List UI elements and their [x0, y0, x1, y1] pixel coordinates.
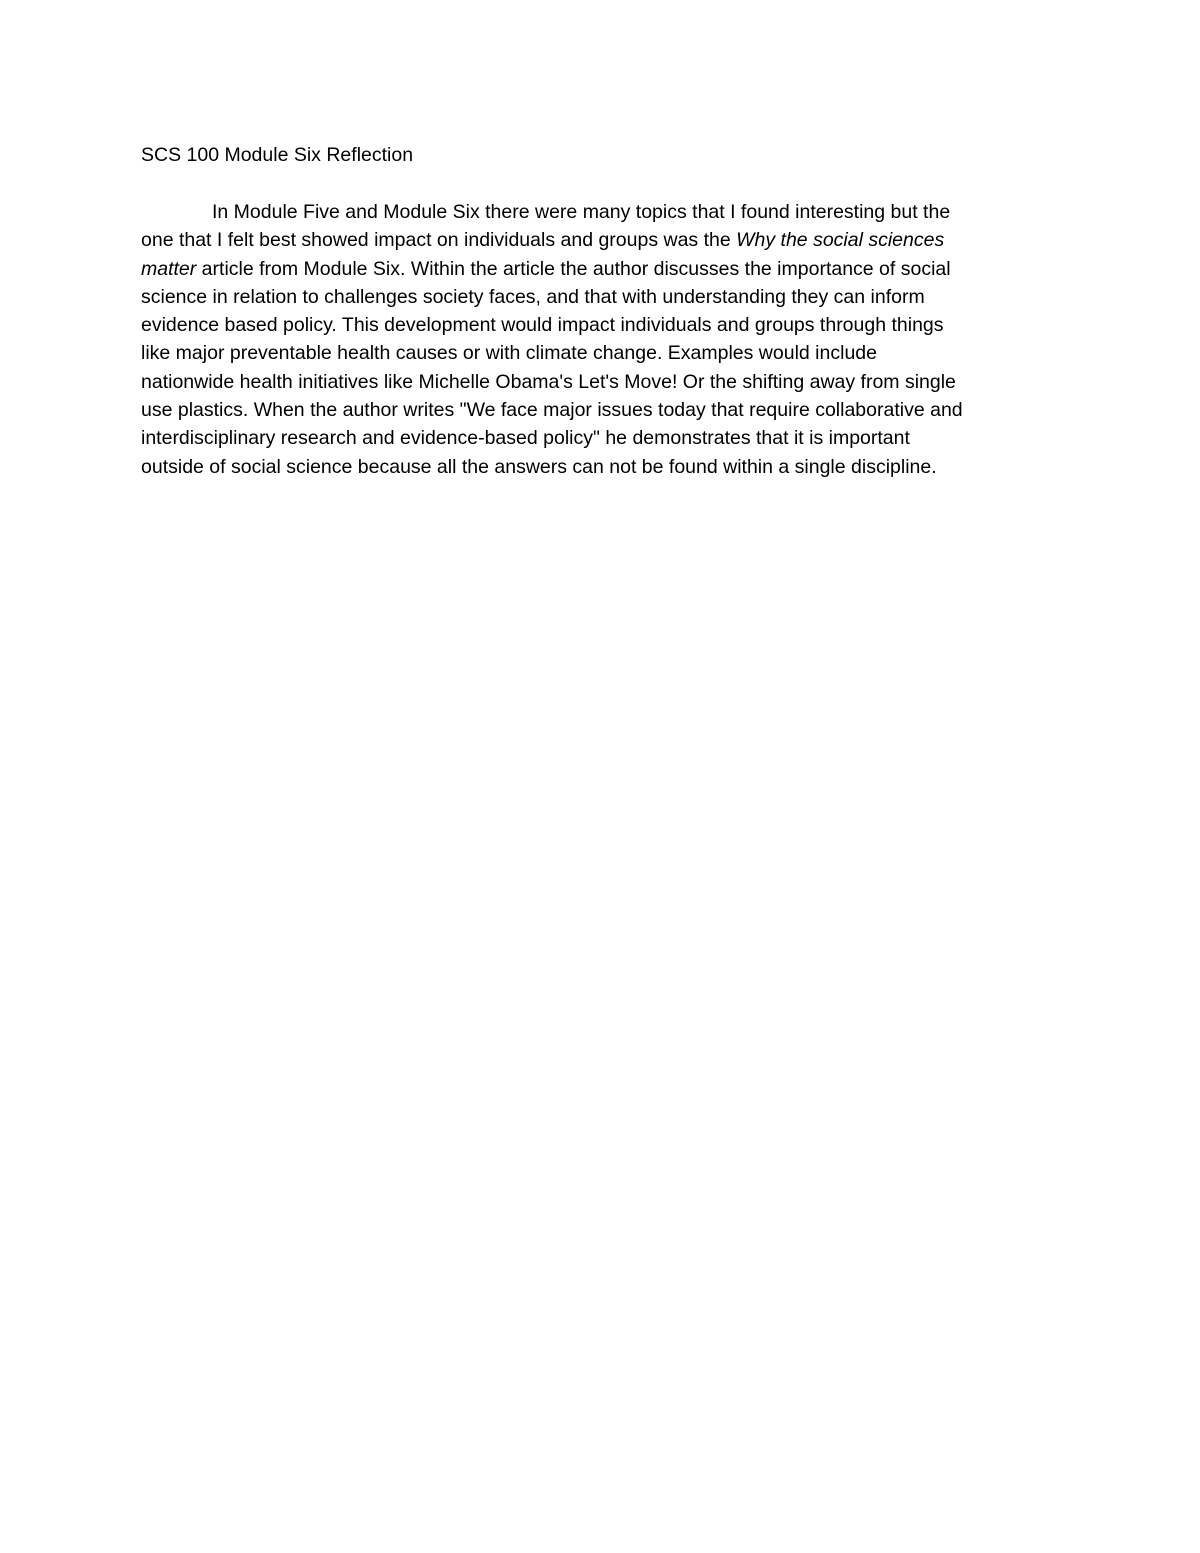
paragraph-line-5: evidence based policy. This development would impact individuals and groups through things — [141, 314, 944, 337]
paragraph-line-9: interdisciplinary research and evidence-based policy" he demonstrates that it is important — [141, 427, 910, 450]
paragraph-line-8: use plastics. When the author writes "We face major issues today that require collaborative and — [141, 399, 963, 422]
paragraph-line-6: like major preventable health causes or with climate change. Examples would include — [141, 342, 877, 365]
paragraph-line-2 — [141, 226, 1061, 254]
reflection-paragraph — [141, 198, 1061, 481]
paragraph-line-10: outside of social science because all the answers can not be found within a single discipline. — [141, 455, 937, 478]
paragraph-line-7: nationwide health initiatives like Michelle Obama's Let's Move! Or the shifting away from single — [141, 370, 956, 393]
paragraph-line-4: science in relation to challenges society faces, and that with understanding they can inform — [141, 285, 925, 308]
document-title: SCS 100 Module Six Reflection — [141, 144, 414, 166]
paragraph-line-2-text: one that I felt best showed impact on individuals and groups was the — [141, 229, 737, 252]
paragraph-line-1: In Module Five and Module Six there were many topics that I found interesting but the — [212, 201, 951, 223]
paragraph-line-3-text: article from Module Six. Within the article the author discusses the importance of social — [196, 257, 951, 280]
article-title-italic-part-1: Why the social sciences — [736, 229, 945, 252]
article-title-italic-part-2: matter — [141, 257, 197, 280]
paragraph-line-3 — [141, 255, 1061, 283]
